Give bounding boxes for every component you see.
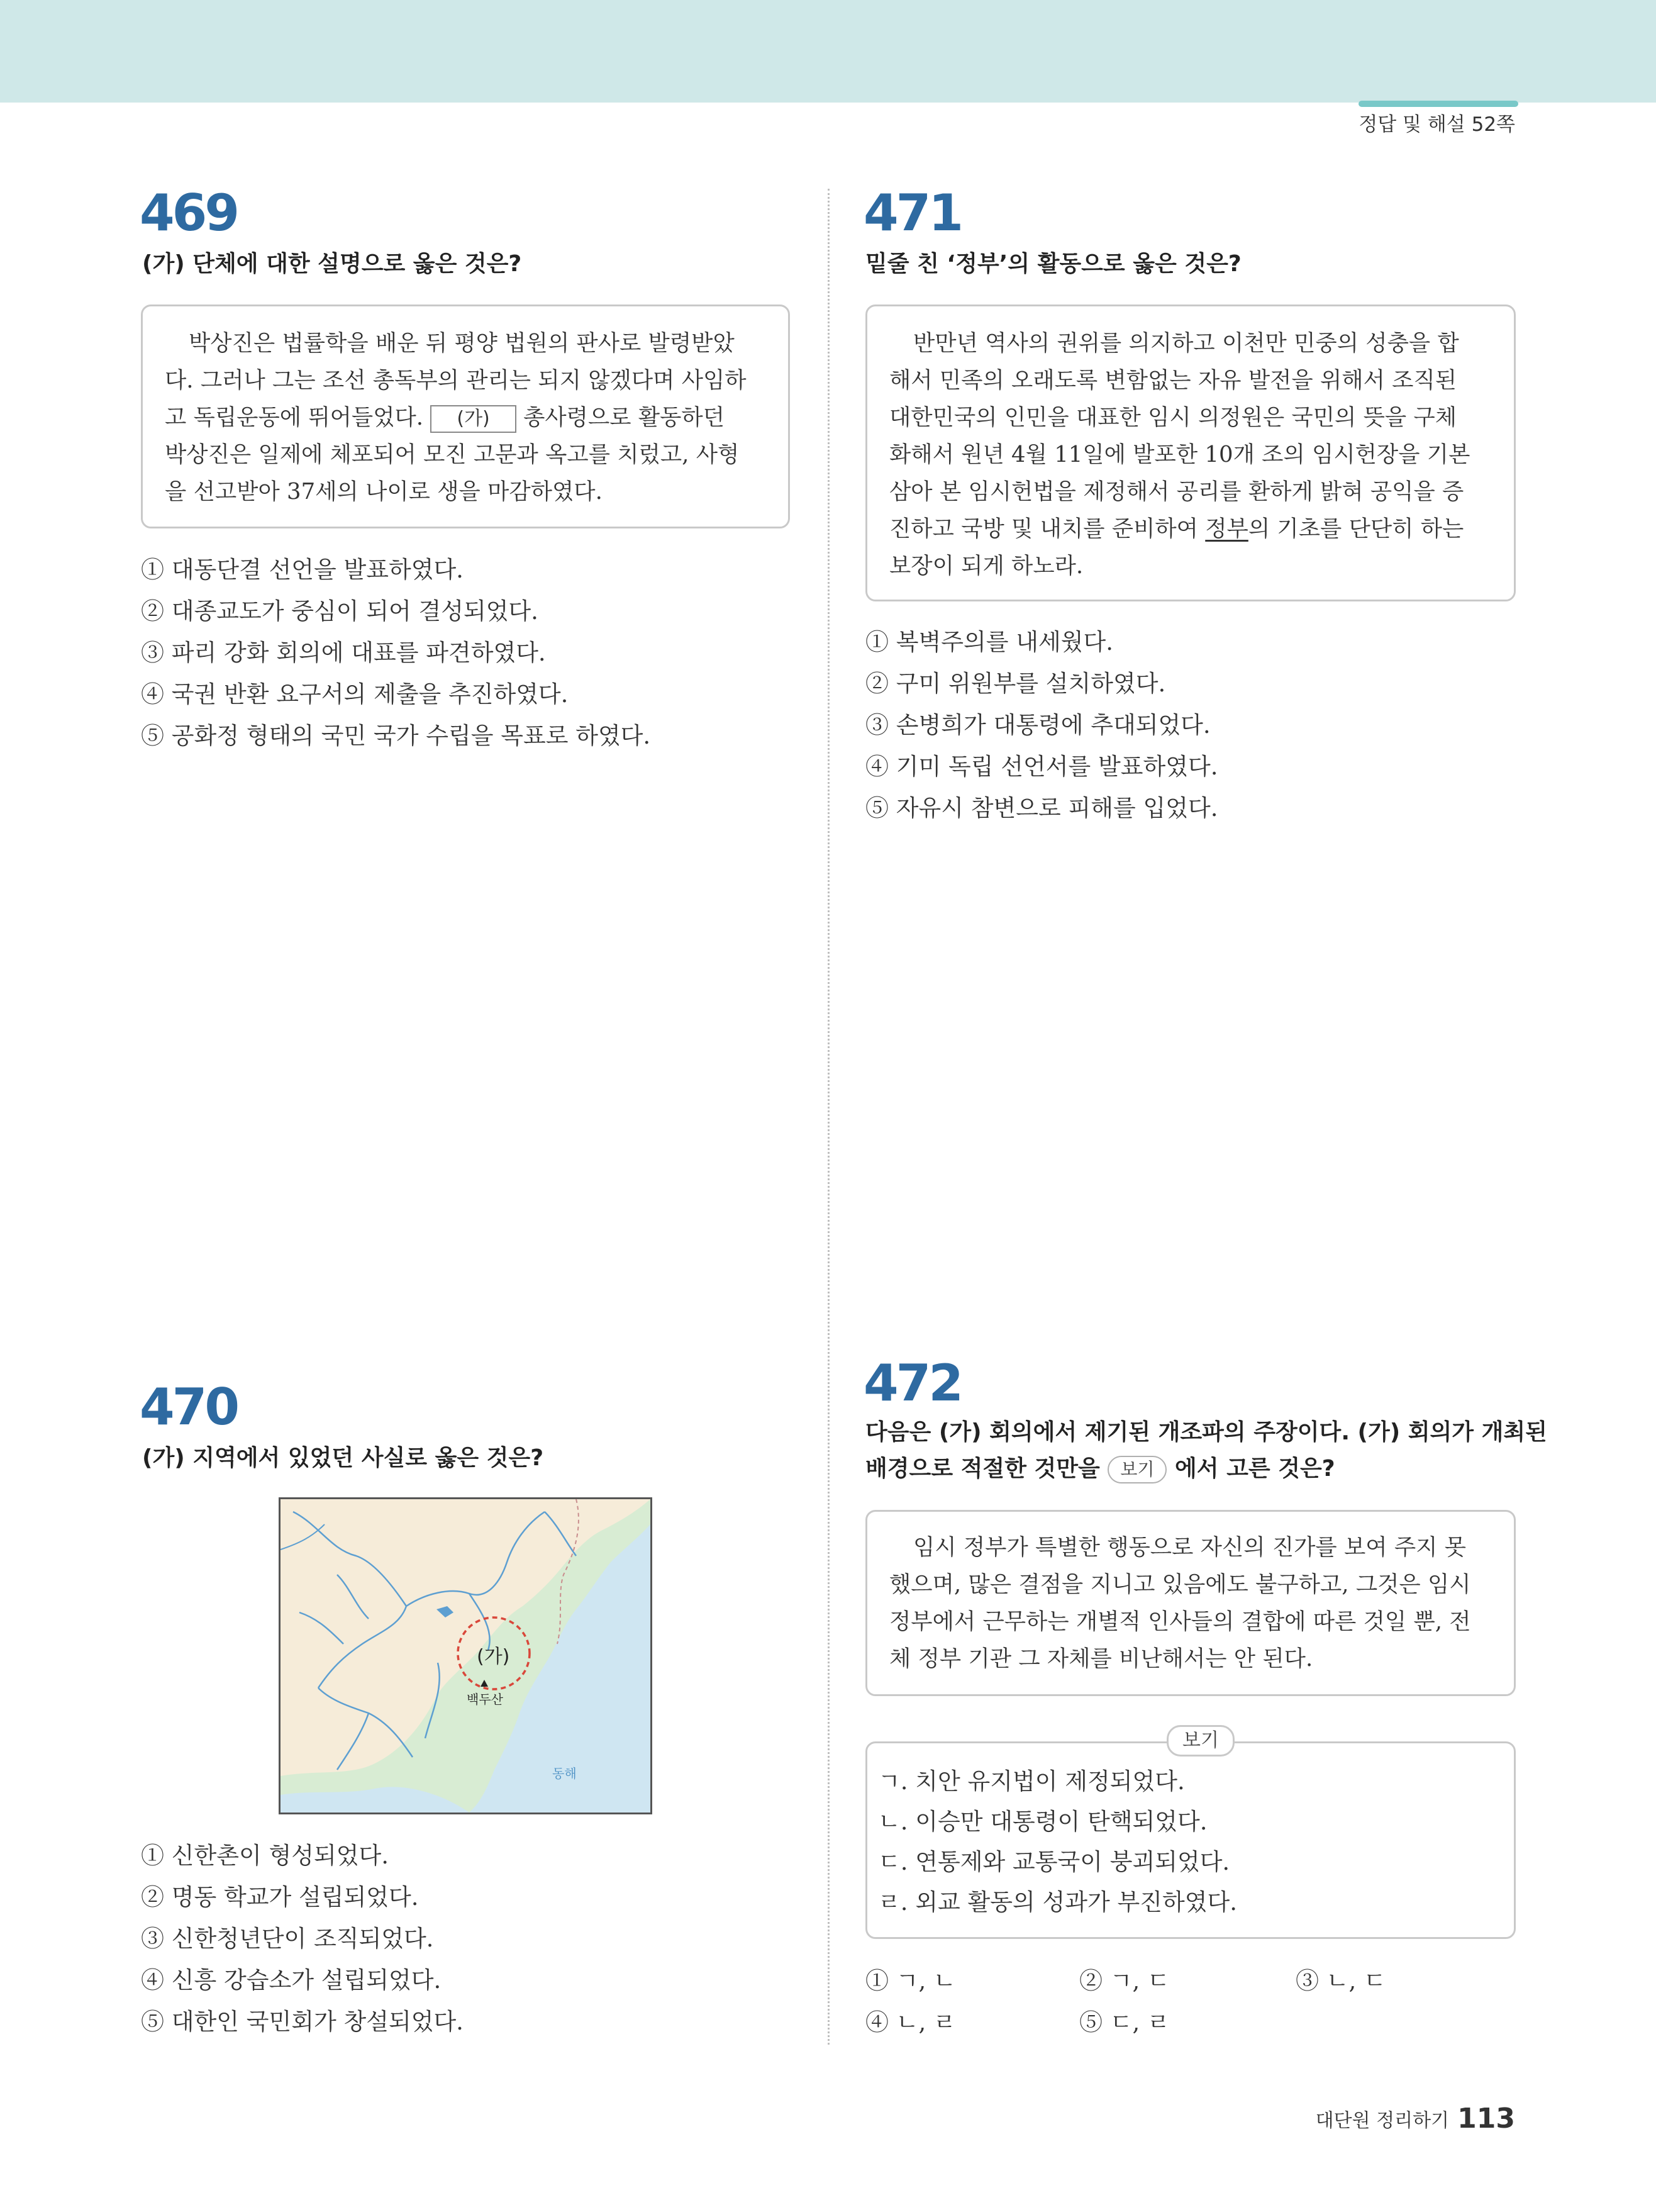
- choice-3[interactable]: ③ ㄴ, ㄷ: [1296, 1967, 1386, 1994]
- passage-line: 박상진은 법률학을 배운 뒤 평양 법원의 판사로 발령받았: [189, 330, 735, 356]
- header-accent-bar: [1359, 101, 1518, 107]
- choice-4[interactable]: ④ 기미 독립 선언서를 발표하였다.: [865, 753, 1218, 780]
- choice-1[interactable]: ① 신한촌이 형성되었다.: [141, 1842, 389, 1869]
- choice-5[interactable]: ⑤ 자유시 참변으로 피해를 입었다.: [865, 795, 1218, 822]
- question-472-line-1: 다음은 (가) 회의에서 제기된 개조파의 주장이다. (가) 회의가 개최된: [865, 1419, 1547, 1445]
- passage-line: 화해서 원년 4월 11일에 발포한 10개 조의 임시헌장을 기본: [889, 442, 1470, 467]
- bogi-title: 보기: [1167, 1725, 1235, 1757]
- choice-3[interactable]: ③ 손병희가 대통령에 추대되었다.: [865, 712, 1211, 739]
- choice-1[interactable]: ① 대동단결 선언을 발표하였다.: [141, 556, 464, 583]
- bogi-items: [878, 1762, 1237, 1923]
- section-title: 대단원 정리하기: [1315, 2109, 1450, 2132]
- header-band: [0, 0, 1656, 103]
- passage-text: 총사령으로 활동하던: [523, 405, 725, 430]
- passage-line: 을 선고받아 37세의 나이로 생을 마감하였다.: [165, 479, 603, 505]
- map-drawing: [281, 1499, 650, 1813]
- passage-471: [889, 325, 1470, 584]
- passage-469: [165, 325, 747, 510]
- question-number-471: 471: [864, 184, 961, 242]
- page-footer: [1316, 2103, 1515, 2135]
- choice-4[interactable]: ④ 신흥 강습소가 설립되었다.: [141, 1967, 442, 1994]
- passage-line: 임시 정부가 특별한 행동으로 자신의 진가를 보여 주지 못: [913, 1534, 1467, 1560]
- choice-2[interactable]: ② 구미 위원부를 설치하였다.: [865, 670, 1166, 697]
- choice-2[interactable]: ② 명동 학교가 설립되었다.: [141, 1884, 419, 1911]
- answer-reference: 정답 및 해설 52쪽: [1359, 113, 1515, 136]
- bogi-item-digeut: ㄷ. 연통제와 교통국이 붕괴되었다.: [878, 1848, 1230, 1875]
- question-number-469: 469: [140, 184, 237, 242]
- question-472-line-2: [865, 1451, 1547, 1487]
- passage-line: 삼아 본 임시헌법을 제정해서 공리를 환하게 밝혀 공익을 증: [889, 479, 1464, 505]
- bogi-item-giyeok: ㄱ. 치안 유지법이 제정되었다.: [878, 1768, 1185, 1795]
- passage-line: 체 정부 기관 그 자체를 비난해서는 안 된다.: [889, 1646, 1313, 1672]
- passage-text: 고 독립운동에 뛰어들었다.: [165, 405, 424, 430]
- question-number-470: 470: [140, 1378, 237, 1436]
- choice-1[interactable]: ① ㄱ, ㄴ: [865, 1967, 956, 1994]
- choices-470: [141, 1835, 464, 2043]
- map-sea-label: 동해: [552, 1766, 577, 1781]
- passage-line: 대한민국의 인민을 대표한 임시 의정원은 국민의 뜻을 구체: [889, 405, 1457, 430]
- passage-line: 다. 그러나 그는 조선 총독부의 관리는 되지 않겠다며 사임하: [165, 367, 747, 393]
- question-470-prompt: (가) 지역에서 있었던 사실로 옳은 것은?: [142, 1445, 544, 1471]
- map-mountain-label: 백두산: [467, 1692, 503, 1707]
- prompt-text: 에서 고른 것은?: [1175, 1456, 1335, 1482]
- passage-line: 박상진은 일제에 체포되어 모진 고문과 옥고를 치렀고, 사형: [165, 442, 740, 467]
- bogi-item-nieun: ㄴ. 이승만 대통령이 탄핵되었다.: [878, 1808, 1208, 1835]
- choice-5[interactable]: ⑤ ㄷ, ㄹ: [1079, 2009, 1170, 2036]
- choice-4[interactable]: ④ ㄴ, ㄹ: [865, 2009, 956, 2036]
- choice-5[interactable]: ⑤ 공화정 형태의 국민 국가 수립을 목표로 하였다.: [141, 722, 651, 749]
- passage-line: 반만년 역사의 권위를 의지하고 이천만 민중의 성충을 합: [913, 330, 1459, 356]
- passage-472: [889, 1529, 1471, 1677]
- passage-line: [165, 399, 747, 436]
- passage-line: 했으며, 많은 결점을 지니고 있음에도 불구하고, 그것은 임시: [889, 1572, 1471, 1597]
- question-472-prompt: [865, 1414, 1547, 1487]
- choice-3[interactable]: ③ 파리 강화 회의에 대표를 파견하였다.: [141, 639, 546, 666]
- passage-text: 진하고 국방 및 내치를 준비하여: [889, 516, 1206, 542]
- choice-1[interactable]: ① 복벽주의를 내세웠다.: [865, 628, 1113, 656]
- choices-469: [141, 549, 650, 757]
- blank-box-ga: (가): [430, 405, 516, 433]
- question-471-prompt: 밑줄 친 ‘정부’의 활동으로 옳은 것은?: [865, 251, 1242, 277]
- choice-2[interactable]: ② 대종교도가 중심이 되어 결성되었다.: [141, 598, 538, 625]
- lake: [436, 1606, 453, 1617]
- question-number-472: 472: [864, 1354, 961, 1412]
- passage-text: 의 기초를 단단히 하는: [1248, 516, 1464, 542]
- prompt-text: 배경으로 적절한 것만을: [865, 1456, 1100, 1482]
- river-west: [281, 1524, 325, 1550]
- passage-line: 정부에서 근무하는 개별적 인사들의 결합에 따른 것일 뿐, 전: [889, 1609, 1471, 1634]
- choice-4[interactable]: ④ 국권 반환 요구서의 제출을 추진하였다.: [141, 681, 569, 708]
- question-469-prompt: (가) 단체에 대한 설명으로 옳은 것은?: [142, 251, 522, 277]
- passage-line: 해서 민족의 오래도록 변함없는 자유 발전을 위해서 조직된: [889, 367, 1457, 393]
- passage-line: 보장이 되게 하노라.: [889, 553, 1084, 579]
- region-map: [279, 1497, 652, 1814]
- passage-line: [889, 510, 1470, 547]
- underlined-government: 정부: [1205, 516, 1248, 542]
- bogi-item-rieul: ㄹ. 외교 활동의 성과가 부진하였다.: [878, 1889, 1237, 1916]
- page-number: 113: [1457, 2103, 1515, 2135]
- map-region-label: (가): [477, 1646, 510, 1668]
- choice-2[interactable]: ② ㄱ, ㄷ: [1079, 1967, 1170, 1994]
- choice-5[interactable]: ⑤ 대한인 국민회가 창설되었다.: [141, 2008, 464, 2035]
- choices-471: [865, 622, 1218, 829]
- bogi-inline-label: 보기: [1108, 1456, 1167, 1483]
- answers-472: [865, 1962, 1516, 2050]
- column-divider: [828, 189, 830, 2045]
- choice-3[interactable]: ③ 신한청년단이 조직되었다.: [141, 1925, 434, 1952]
